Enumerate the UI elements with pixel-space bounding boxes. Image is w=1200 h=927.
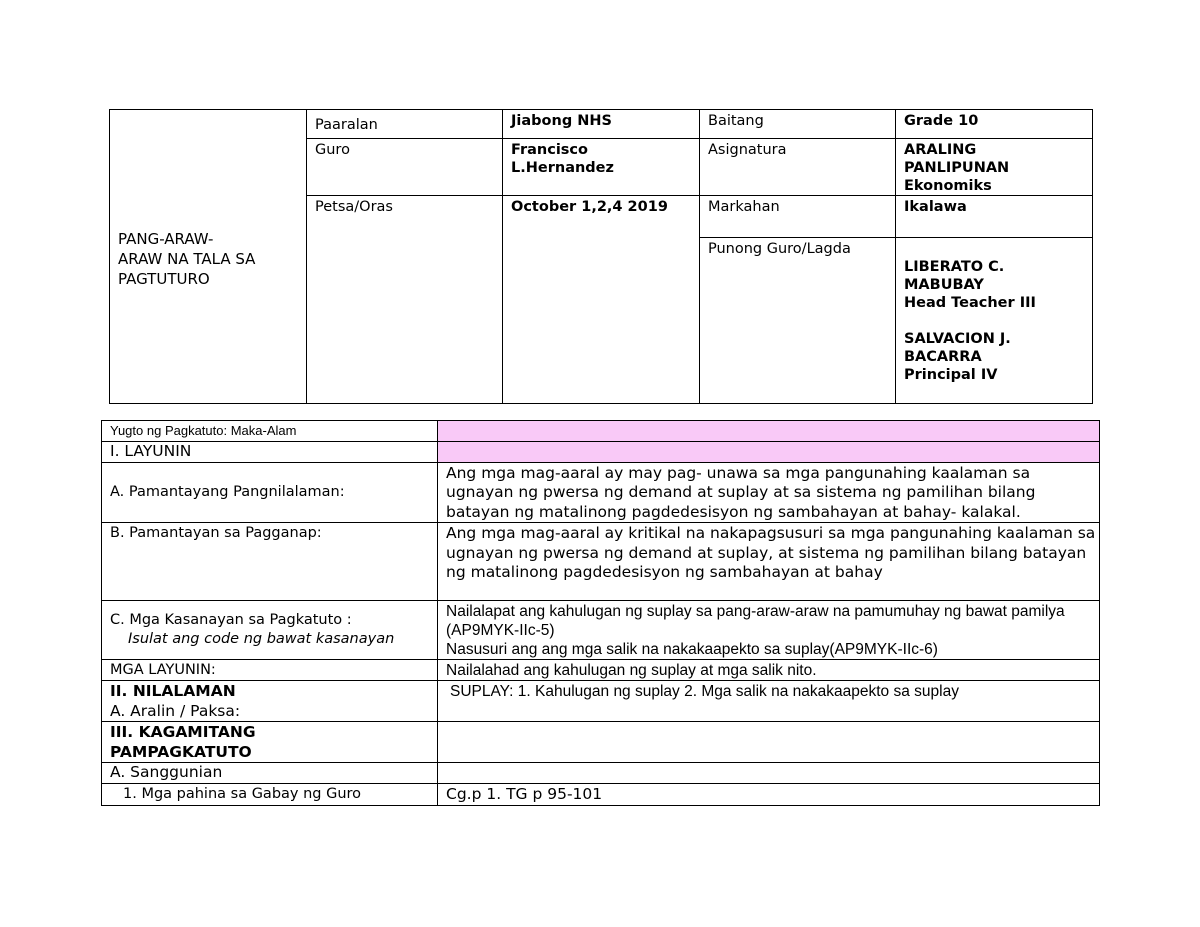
pamantayang-label: A. Pamantayang Pangnilalaman:: [102, 462, 438, 523]
paaralan-value: Jiabong NHS: [503, 110, 700, 139]
yugto-label: Yugto ng Pagkatuto: Maka-Alam: [102, 421, 438, 442]
gabay-label: 1. Mga pahina sa Gabay ng Guro: [102, 783, 438, 805]
punong-guro-label: Punong Guro/Lagda: [700, 238, 896, 404]
paaralan-label: Paaralan: [307, 110, 503, 139]
sanggunian-label: A. Sanggunian: [102, 763, 438, 784]
petsa-label: Petsa/Oras: [307, 196, 503, 404]
kasanayan-value: Nailalapat ang kahulugan ng suplay sa pang-araw-araw na pamumuhay ng bawat pamilya (AP9MYK-IIc-5) Nasusuri ang ang mga salik na nakakaapekto sa suplay(AP9MYK-IIc-6): [438, 601, 1100, 660]
layunin-value-cell: [438, 442, 1100, 463]
kasanayan-label: C. Mga Kasanayan sa Pagkatuto :: [110, 612, 352, 628]
gabay-value: Cg.p 1. TG p 95-101: [438, 783, 1100, 805]
markahan-value: Ikalawa: [896, 196, 1093, 238]
signatories: LIBERATO C. MABUBAY Head Teacher III SALVACION J. BACARRA Principal IV: [896, 238, 1093, 404]
pagganap-value: Ang mga mag-aaral ay kritikal na nakapagsusuri sa mga pangunahing kaalaman sa ugnayan ng pwersa ng demand at suplay, at sistema ng pamilihan bilang batayan ng matalinong pagdedesisyon ng sambahayan at bahay: [438, 523, 1100, 601]
kagamitan-heading: III. KAGAMITANG PAMPAGKATUTO: [102, 722, 438, 763]
sanggunian-value-cell: [438, 763, 1100, 784]
baitang-label: Baitang: [700, 110, 896, 139]
lesson-plan-table: [101, 420, 1100, 806]
mga-layunin-value: Nailalahad ang kahulugan ng suplay at mga salik nito.: [438, 660, 1100, 681]
nilalaman-heading: II. NILALAMAN: [110, 682, 236, 700]
layunin-heading: I. LAYUNIN: [102, 442, 438, 463]
nilalaman-cell: [102, 681, 438, 722]
guro-label: Guro: [307, 139, 503, 196]
petsa-value: October 1,2,4 2019: [503, 196, 700, 404]
pamantayang-value: Ang mga mag-aaral ay may pag- unawa sa mga pangunahing kaalaman sa ugnayan ng pwersa ng demand at suplay at sa sistema ng pamilihan bilang batayan ng matalinong pagdedesisyon ng sambahayan at bahay- kalakal.: [438, 462, 1100, 523]
aralin-label: A. Aralin / Paksa:: [110, 701, 241, 720]
kasanayan-cell: [102, 601, 438, 660]
aralin-value: SUPLAY: 1. Kahulugan ng suplay 2. Mga salik na nakakaapekto sa suplay: [438, 681, 1100, 722]
document-title: PANG-ARAW- ARAW NA TALA SA PAGTUTURO: [110, 110, 307, 404]
kasanayan-sublabel: Isulat ang code ng bawat kasanayan: [128, 631, 395, 647]
yugto-value-cell: [438, 421, 1100, 442]
pagganap-label: B. Pamantayan sa Pagganap:: [102, 523, 438, 601]
guro-value: Francisco L.Hernandez: [503, 139, 700, 196]
mga-layunin-label: MGA LAYUNIN:: [102, 660, 438, 681]
asignatura-label: Asignatura: [700, 139, 896, 196]
kagamitan-value-cell: [438, 722, 1100, 763]
lesson-header-table: [109, 109, 1093, 404]
asignatura-value: ARALING PANLIPUNAN Ekonomiks: [896, 139, 1093, 196]
markahan-label: Markahan: [700, 196, 896, 238]
baitang-value: Grade 10: [896, 110, 1093, 139]
